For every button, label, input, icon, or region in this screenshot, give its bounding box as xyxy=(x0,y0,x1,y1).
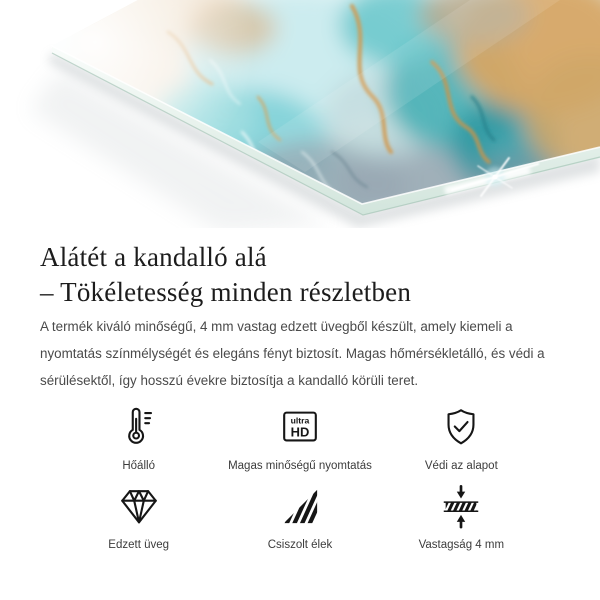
polished-edges-icon xyxy=(277,482,323,530)
feature-item-protects-base xyxy=(381,403,542,472)
thickness-arrows-icon xyxy=(438,482,484,530)
product-description: A termék kiváló minőségű, 4 mm vastag edzett üvegből készült, amely kiemeli a nyomtatás színmélységét és elegáns fényt biztosít. Magas hőmérsékletálló, és védi a sérülésektől, így hosszú évekre biztosítja a kandalló körüli teret. xyxy=(40,319,545,388)
feature-label: Magas minőségű nyomtatás xyxy=(228,459,372,472)
feature-label: Csiszolt élek xyxy=(267,538,333,551)
feature-item-tempered-glass xyxy=(58,482,219,551)
feature-label: Edzett üveg xyxy=(108,538,170,551)
shield-check-icon xyxy=(438,403,484,451)
svg-text:HD: HD xyxy=(290,424,310,440)
title-line-2: – Tökéletesség minden részletben xyxy=(40,277,412,308)
diamond-icon xyxy=(116,482,162,530)
feature-label: Védi az alapot xyxy=(424,459,498,472)
ultra-hd-icon xyxy=(277,403,323,451)
title-line-1: Alátét a kandalló alá xyxy=(40,242,267,272)
product-photo xyxy=(0,0,600,228)
glass-panel-art xyxy=(0,0,600,228)
thermometer-icon xyxy=(116,403,162,451)
feature-item-polished-edges xyxy=(219,482,380,551)
product-info-section xyxy=(0,240,600,551)
feature-item-heat-resistant xyxy=(58,403,219,472)
feature-label: Vastagság 4 mm xyxy=(418,538,505,551)
svg-text:ultra: ultra xyxy=(290,415,310,426)
feature-item-print-quality xyxy=(219,403,380,472)
feature-grid xyxy=(40,403,560,551)
page-title xyxy=(40,240,560,310)
feature-item-thickness xyxy=(381,482,542,551)
feature-label: Hőálló xyxy=(122,459,155,472)
